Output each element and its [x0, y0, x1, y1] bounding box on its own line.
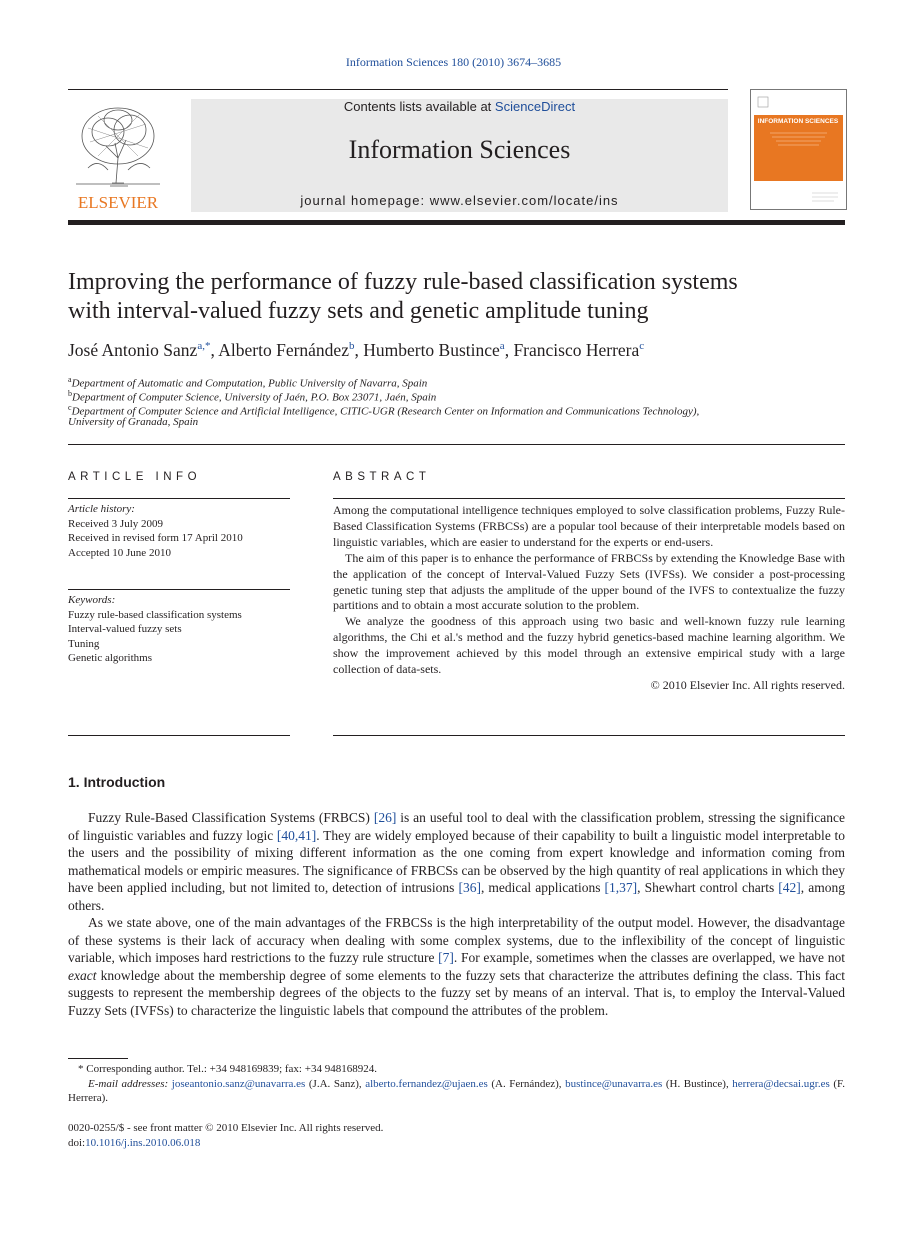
article-title-line-2: with interval-valued fuzzy sets and genetic amplitude tuning — [68, 298, 649, 324]
affiliation-text: Department of Computer Science and Artificial Intelligence, CITIC-UGR (Research Center on Information and Communications Technology), — [71, 405, 700, 418]
introduction-paragraph — [68, 914, 845, 1019]
email-owner: (H. Bustince), — [662, 1077, 733, 1090]
body-text: , Shewhart control charts — [637, 880, 779, 895]
history-item: Received in revised form 17 April 2010 — [68, 532, 243, 544]
abstract-bottom-rule — [333, 735, 845, 736]
email-link[interactable]: alberto.fernandez@ujaen.es — [365, 1077, 488, 1090]
corresponding-author-note — [68, 1062, 845, 1077]
abstract-paragraph: We analyze the goodness of this approach using two basic and well-known fuzzy rule learning algorithms, the Chi et al.'s method and the fuzzy hybrid genetics-based machine learning algorithm. We show the improvement achieved by this model through an extensive empirical study with a large collection of data-sets. — [333, 614, 845, 677]
affiliation-mark: c — [68, 403, 72, 412]
abstract-body — [333, 503, 845, 694]
author-affiliation-mark[interactable]: b — [348, 340, 355, 353]
journal-title: Information Sciences — [348, 135, 571, 164]
keywords — [68, 593, 290, 666]
citation-link[interactable]: [7] — [438, 950, 454, 965]
email-owner: (F. Herrera). — [68, 1077, 845, 1104]
footnote-rule — [68, 1058, 128, 1059]
doi-line — [68, 1136, 568, 1151]
emphasis-text: exact — [68, 967, 97, 983]
article-history-label: Article history: — [68, 503, 135, 515]
author[interactable]: Francisco Herrera — [513, 340, 640, 360]
author-separator: , — [210, 340, 219, 360]
email-owner: (J.A. Sanz), — [305, 1077, 366, 1090]
affiliation-divider — [68, 444, 845, 445]
body-text: is an useful tool to deal with the classification problem, stressing the significance of linguistic variables and fuzzy logic — [68, 810, 845, 843]
email-label: E-mail addresses: — [88, 1077, 169, 1090]
author[interactable]: Alberto Fernández — [218, 340, 349, 360]
introduction-body — [68, 809, 845, 1019]
article-title-line-1: Improving the performance of fuzzy rule-based classification systems — [68, 269, 738, 295]
email-addresses — [68, 1077, 845, 1106]
keywords-label: Keywords: — [68, 594, 116, 606]
history-item: Accepted 10 June 2010 — [68, 546, 171, 559]
body-text: . They are widely employed because of their capability to built a linguistic model interpretable to the users and the possibility of mixing different information as the one coming from expert knowledge and information coming from mathematical models or empiric measures. The significance of FRBCSs can be observed by the high quantity of real applications in which they have been applied including, but not limited to, detection of intrusions — [68, 827, 846, 895]
abstract-paragraph: The aim of this paper is to enhance the performance of FRBCSs by extending the Knowledge Base with the application of the concept of Interval-Valued Fuzzy Sets (IVFSs). We consider a post-processing genetic tuning step that adjusts the amplitude of the upper bound of the IVFS to contextualize the fuzzy partitions and to obtain a most accurate solution to the problem. — [333, 550, 845, 613]
sciencedirect-link[interactable]: ScienceDirect — [494, 99, 576, 114]
abstract-rule — [333, 498, 845, 499]
journal-cover — [750, 89, 847, 210]
article-info-heading: ARTICLE INFO — [68, 471, 202, 483]
cover-title: INFORMATION SCIENCES — [757, 118, 839, 125]
asterisk-mark: * — [78, 1063, 87, 1075]
cover-image-icon — [754, 93, 843, 206]
author-separator: , — [354, 340, 364, 360]
author[interactable]: Humberto Bustince — [363, 340, 500, 360]
corresponding-author-text: Corresponding author. Tel.: +34 948169839; fax: +34 948168924. — [86, 1063, 377, 1075]
article-info-rule — [68, 498, 290, 499]
citation-link[interactable]: [36] — [458, 880, 481, 895]
abstract-paragraph: Among the computational intelligence techniques employed to solve classification problems, Fuzzy Rule-Based Classification Systems (FRBCSs) are a popular tool because of their interpretable models based on linguistic variables, which are easier to understand for the experts or end-users. — [333, 503, 845, 549]
page-footer — [68, 1121, 568, 1150]
author-affiliation-mark[interactable]: a,* — [197, 340, 211, 353]
doi-link[interactable]: 10.1016/j.ins.2010.06.018 — [85, 1136, 201, 1149]
journal-homepage[interactable]: journal homepage: www.elsevier.com/locate/ins — [300, 193, 619, 208]
author-affiliation-mark[interactable]: c — [639, 340, 645, 353]
keyword: Tuning — [68, 637, 100, 650]
body-text: As we state above, one of the main advantages of the FRBCSs is the high interpretability of the output model. However, the disadvantage of these systems is their lack of accuracy when dealing with some complex systems, due to the inflexibility of the concept of linguistic variable, which imposes hard restrictions to the fuzzy rule structure — [68, 915, 845, 965]
article-title — [68, 268, 845, 326]
affiliation — [68, 415, 845, 429]
email-link[interactable]: bustince@unavarra.es — [565, 1077, 663, 1090]
affiliation-text: University of Granada, Spain — [68, 416, 199, 428]
history-item: Received 3 July 2009 — [68, 517, 164, 530]
body-text: knowledge about the membership degree of some elements to the fuzzy sets that characterize the attributes defining the class. This fact suggests to represent the membership degrees of the objects to the fuzzy set by means of an interval. That is, to employ the Interval-Valued Fuzzy Sets (IVFSs) to characterize the linguistic labels that compound the attributes of the problem. — [68, 967, 845, 1018]
article-info-bottom-rule — [68, 735, 290, 736]
citation-link[interactable]: [1,37] — [604, 880, 638, 895]
section-heading-introduction: 1. Introduction — [68, 774, 166, 790]
journal-reference-link[interactable]: Information Sciences 180 (2010) 3674–3685 — [345, 55, 562, 69]
email-link[interactable]: herrera@decsai.ugr.es — [732, 1077, 830, 1090]
elsevier-wordmark: ELSEVIER — [77, 193, 159, 212]
contents-prefix: Contents lists available at — [343, 99, 495, 114]
author-affiliation-mark[interactable]: a — [499, 340, 505, 353]
header-top-rule — [68, 89, 728, 90]
footnotes — [68, 1062, 845, 1106]
keywords-rule — [68, 589, 290, 590]
body-text: , among others. — [68, 880, 845, 913]
email-owner: (A. Fernández), — [487, 1077, 566, 1090]
abstract-copyright: © 2010 Elsevier Inc. All rights reserved. — [650, 677, 845, 692]
author-list — [68, 340, 845, 361]
keyword: Interval-valued fuzzy sets — [68, 623, 182, 635]
affiliation-text: Department of Computer Science, University of Jaén, P.O. Box 23071, Jaén, Spain — [72, 391, 437, 404]
keyword: Genetic algorithms — [68, 652, 153, 664]
affiliation-mark: b — [68, 389, 72, 398]
body-text: Fuzzy Rule-Based Classification Systems (FRBCS) — [88, 810, 374, 825]
journal-header-box — [191, 99, 728, 212]
citation-link[interactable]: [40,41] — [276, 827, 317, 843]
article-history — [68, 502, 290, 560]
keyword: Fuzzy rule-based classification systems — [68, 608, 242, 621]
author[interactable]: José Antonio Sanz — [68, 340, 198, 360]
citation-link[interactable]: [26] — [373, 810, 397, 825]
author-separator: , — [504, 340, 514, 360]
abstract-heading: ABSTRACT — [333, 471, 431, 483]
elsevier-logo — [68, 98, 168, 213]
elsevier-tree-icon — [68, 98, 168, 213]
header-bottom-rule — [68, 220, 845, 225]
body-text: , medical applications — [480, 880, 605, 895]
affiliation-mark: a — [68, 375, 72, 384]
introduction-paragraph — [68, 809, 845, 914]
doi-label: doi: — [68, 1136, 86, 1149]
affiliation-text: Department of Automatic and Computation, Public University of Navarra, Spain — [71, 377, 428, 390]
contents-line — [191, 99, 728, 114]
citation-link[interactable]: [42] — [778, 880, 801, 895]
body-text: . For example, sometimes when the classes are overlapped, we have not — [453, 950, 845, 965]
issn-line: 0020-0255/$ - see front matter © 2010 Elsevier Inc. All rights reserved. — [68, 1122, 384, 1134]
email-link[interactable]: joseantonio.sanz@unavarra.es — [171, 1077, 306, 1090]
